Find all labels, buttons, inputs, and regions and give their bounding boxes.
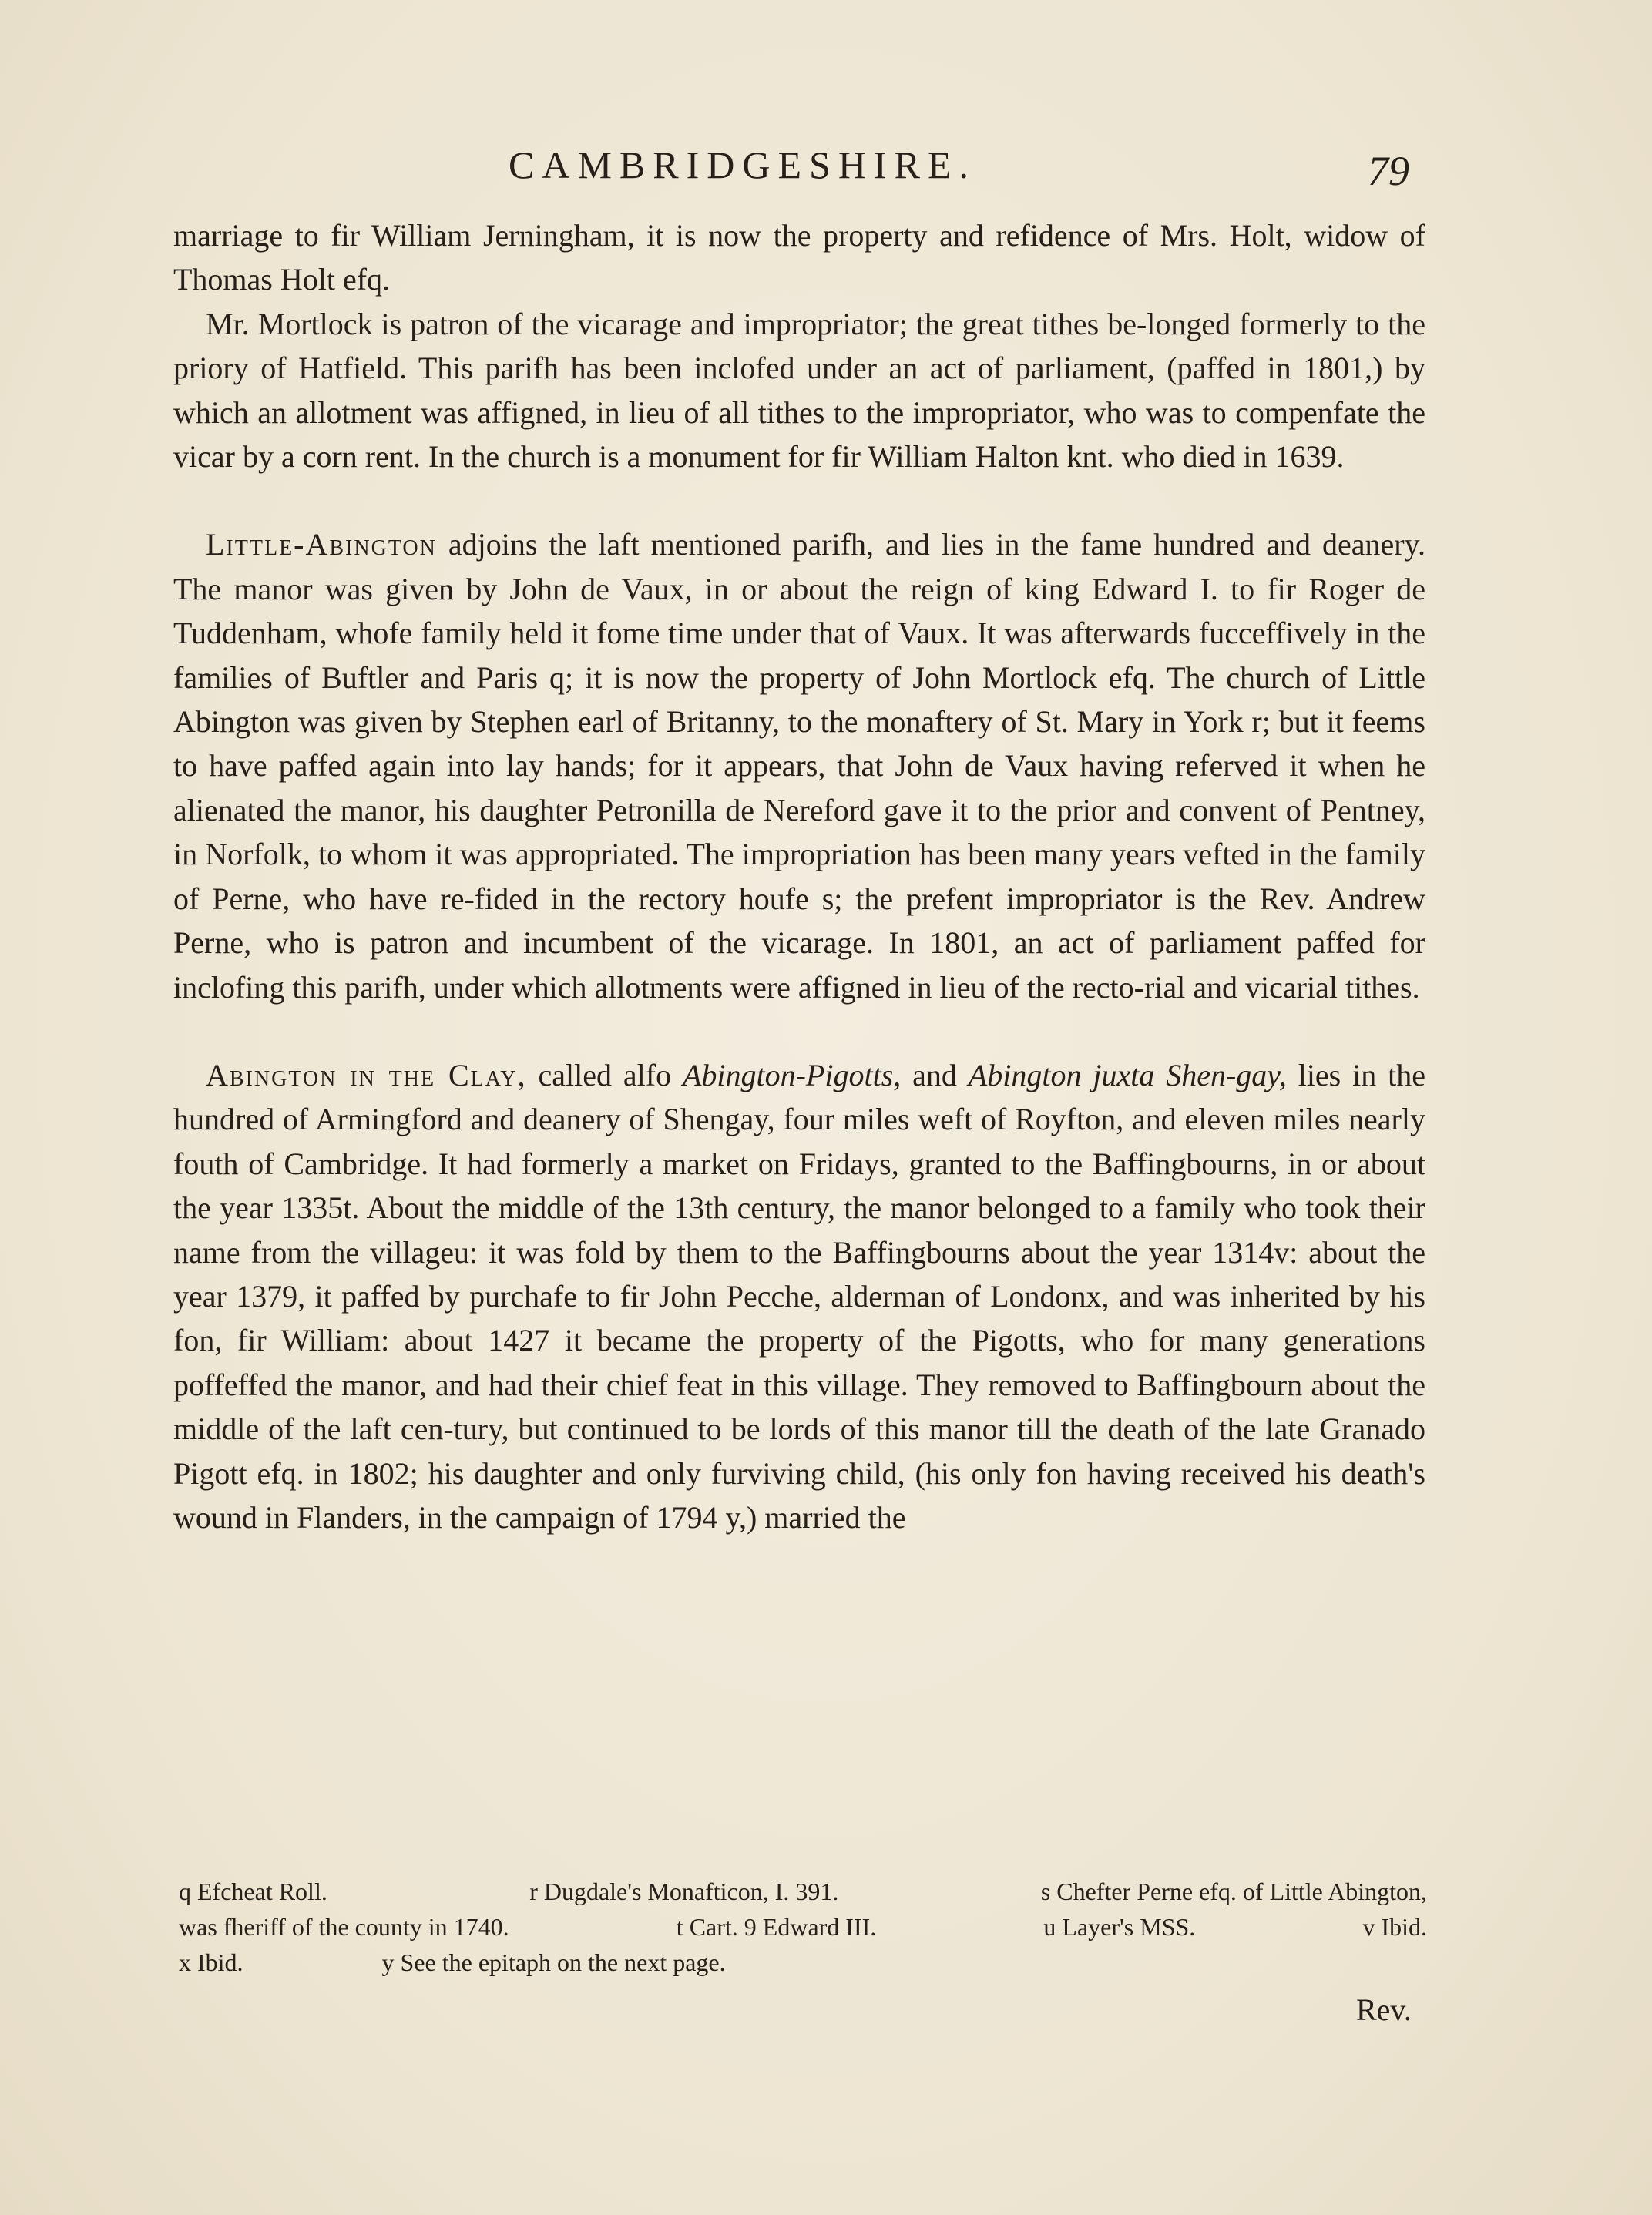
body-text [173,213,1425,1539]
running-title: CAMBRIDGESHIRE. [509,143,976,186]
footnote-x: x Ibid. [179,1948,243,1976]
paragraph-mortlock: Mr. Mortlock is patron of the vicarage and impropriator; the great tithes be-longed formerly to the priory of Hatfield. This parifh has been inclofed under an act of parliament, (paffed in 1801,) by which an allotment was affigned, in lieu of all tithes to the impropriator, who was to compenfate the vicar by a corn rent. In the church is a monument for fir William Halton knt. who died in 1639. [173,306,1425,475]
footnotes [179,1874,1427,1980]
catchword: Rev. [1356,1992,1412,2027]
footnote-q: q Efcheat Roll. [179,1878,327,1905]
entry-heading-abington-clay: Abington in the Clay, [206,1057,527,1092]
abington-clay-text-b: and [901,1057,969,1092]
footnote-line [179,1945,1427,1980]
footnote-t: t Cart. 9 Edward III. [676,1913,877,1941]
paragraph-abington-clay [173,1053,1425,1539]
footnote-r: r Dugdale's Monafticon, I. 391. [529,1878,839,1905]
entry-heading-little-abington: Little-Abington [206,527,437,562]
paragraph-gap [173,478,1425,522]
footnote-u: u Layer's MSS. [1043,1913,1196,1941]
little-abington-text: adjoins the laft mentioned parifh, and lies in the fame hundred and deanery. The manor was given by John de Vaux, in or about the reign of king Edward I. to fir Roger de Tuddenham, whofe family held it fome time under that of Vaux. It was afterwards fucceffively in the families of Buftler and Paris q; it is now the property of John Mortlock efq. The church of Little Abington was given by Stephen earl of Britanny, to the monaftery of St. Mary in York r; but it feems to have paffed again into lay hands; for it appears, that John de Vaux having referved it when he alienated the manor, his daughter Petronilla de Nereford gave it to the prior and convent of Pentney, in Norfolk, to whom it was appropriated. The impropriation has been many years vefted in the family of Perne, who have re-fided in the rectory houfe s; the prefent impropriator is the Rev. Andrew Perne, who is patron and incumbent of the vicarage. In 1801, an act of parliament paffed for inclofing this parifh, under which allotments were affigned in lieu of the recto-rial and vicarial tithes. [173,527,1425,1005]
footnote-y: y See the epitaph on the next page. [381,1948,726,1976]
abington-clay-text-c: lies in the hundred of Armingford and deanery of Shengay, four miles weft of Royfton, and eleven miles nearly fouth of Cambridge. It had formerly a market on Fridays, granted to the Baffingbourns, in or about the year 1335t. About the middle of the 13th century, the manor belonged to a family who took their name from the villageu: it was fold by them to the Baffingbourns about the year 1314v: about the year 1379, it paffed by purchafe to fir John Pecche, alderman of Londonx, and was inherited by his fon, fir William: about 1427 it became the property of the Pigotts, who for many generations poffeffed the manor, and had their chief feat in this village. They removed to Baffingbourn about the middle of the laft cen-tury, but continued to be lords of this manor till the death of the late Granado Pigott efq. in 1802; his daughter and only furviving child, (his only fon having received his death's wound in Flanders, in the campaign of 1794 y,) married the [173,1057,1425,1535]
alt-name-juxta-shengay: Abington juxta Shen-gay, [968,1057,1287,1092]
alt-name-pigotts: Abington-Pigotts, [682,1057,902,1092]
page-header [0,143,1652,196]
paragraph-gap [173,1009,1425,1053]
footnote-s: s Chefter Perne efq. of Little Abington, [1040,1878,1427,1905]
footnote-s-cont: was fheriff of the county in 1740. [179,1913,509,1941]
page-number: 79 [1368,148,1409,194]
abington-clay-text-a: called alfo [526,1057,683,1092]
footnote-v: v Ibid. [1362,1913,1427,1941]
footnote-line [179,1874,1427,1909]
paragraph-holt: marriage to fir William Jerningham, it is now the property and refidence of Mrs. Holt, widow of Thomas Holt efq. [173,218,1425,297]
paragraph-little-abington [173,522,1425,1008]
footnote-line [179,1909,1427,1945]
